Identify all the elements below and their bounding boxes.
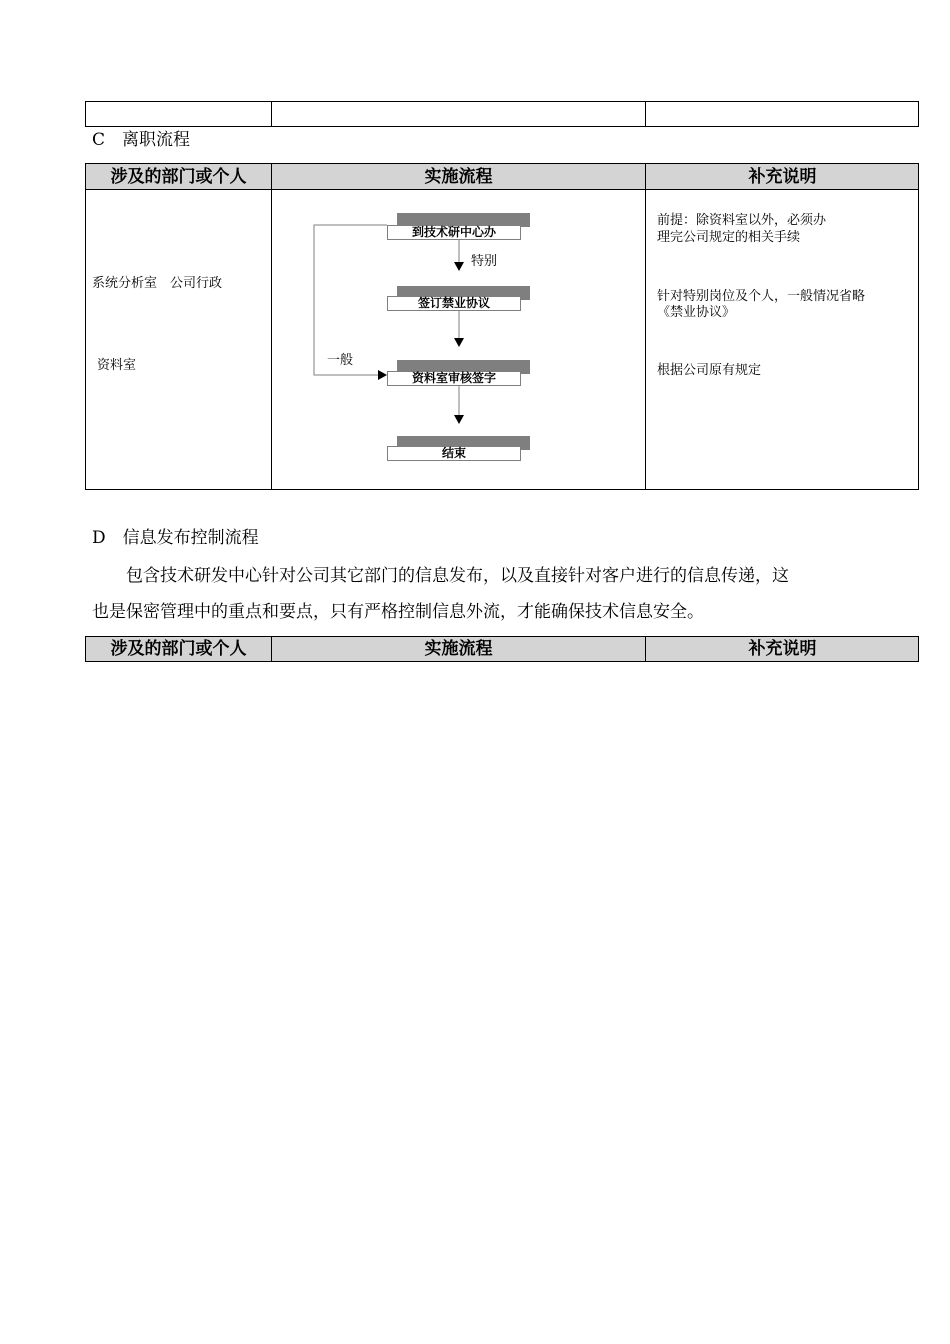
arrowhead-3 — [454, 415, 464, 424]
header-process: 实施流程 — [424, 167, 493, 187]
general-path-arrowhead — [378, 370, 387, 380]
arrowhead-2 — [454, 338, 464, 347]
section-c-title: C 离职流程 — [92, 130, 191, 150]
header-process: 实施流程 — [424, 639, 493, 659]
header-departments: 涉及的部门或个人 — [110, 639, 247, 659]
note-3: 根据公司原有规定 — [657, 363, 762, 378]
section-d-paragraph-line-2: 也是保密管理中的重点和要点，只有严格控制信息外流，才能确保技术信息安全。 — [92, 602, 704, 622]
arrowhead-1 — [454, 262, 464, 271]
flow-step-sign-agreement: 签订禁业协议 — [387, 296, 521, 311]
previous-table-row — [85, 101, 919, 127]
note-2-line-2: 《禁业协议》 — [657, 305, 736, 320]
flow-step-archive-review: 资料室审核签字 — [387, 371, 521, 386]
section-d-title: D 信息发布控制流程 — [92, 528, 259, 548]
flow-label-special: 特别 — [471, 254, 498, 269]
note-2-line-1: 针对特别岗位及个人，一般情况省略 — [657, 289, 866, 304]
column-divider — [645, 163, 646, 490]
header-notes: 补充说明 — [748, 639, 817, 659]
department-line-2: 资料室 — [97, 358, 137, 373]
flow-label-general: 一般 — [327, 353, 354, 368]
flow-step-end: 结束 — [387, 446, 521, 461]
section-d-paragraph-line-1: 包含技术研发中心针对公司其它部门的信息发布，以及直接针对客户进行的信息传递，这 — [92, 566, 789, 586]
header-departments: 涉及的部门或个人 — [110, 167, 247, 187]
note-1-line-2: 理完公司规定的相关手续 — [657, 230, 801, 245]
header-notes: 补充说明 — [748, 167, 817, 187]
department-line-1: 系统分析室 公司行政 — [92, 276, 223, 291]
note-1-line-1: 前提：除资料室以外，必须办 — [657, 213, 827, 228]
column-divider — [271, 101, 272, 127]
column-divider — [645, 101, 646, 127]
flow-step-report-center: 到技术研中心办 — [387, 225, 521, 240]
